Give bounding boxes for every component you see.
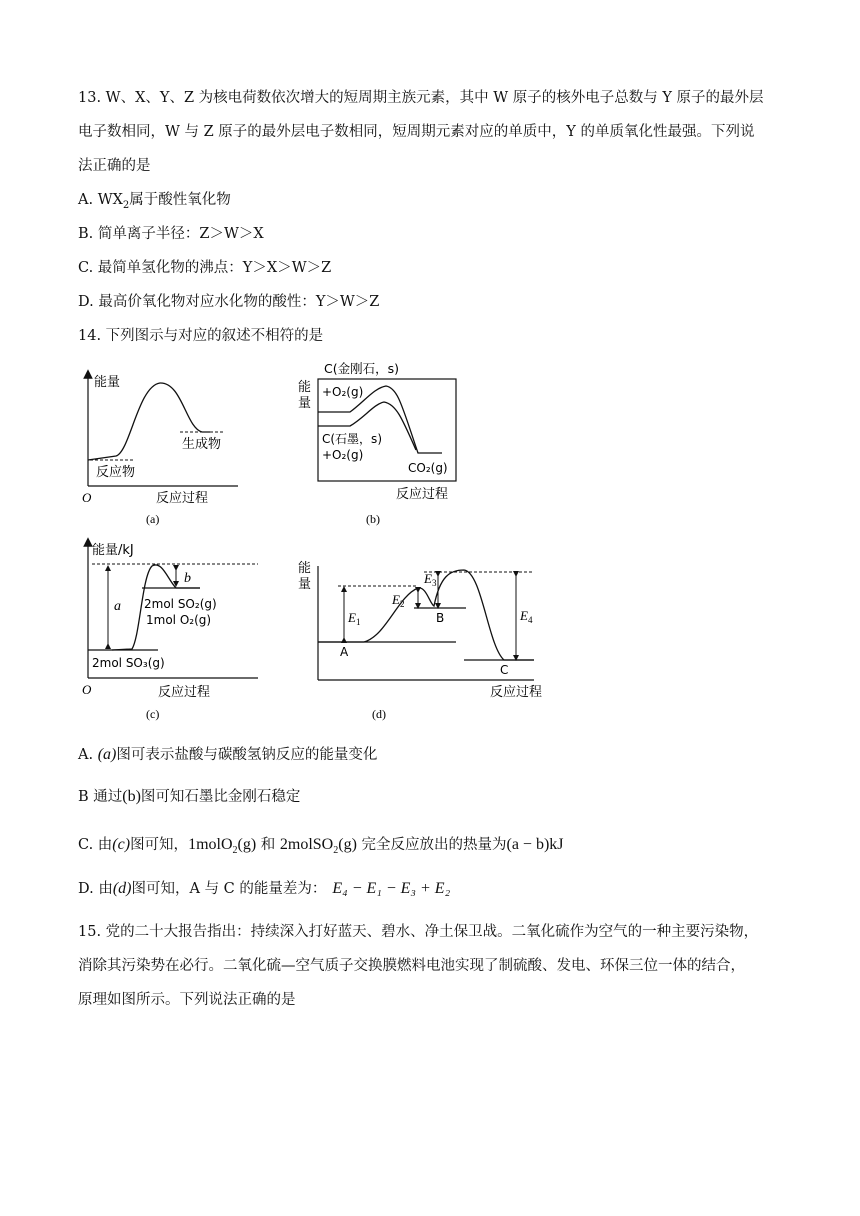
q13-option-a-pre: A. WX <box>78 192 123 208</box>
fig-c-label-a: a <box>114 599 121 614</box>
fig-b-xlabel: 反应过程 <box>396 487 449 502</box>
fig-d-e2: $E_2$ <box>392 592 405 609</box>
q14-option-b-text-2: 图可知石墨比金刚石稳定 <box>140 789 301 805</box>
fig-c-so2: 2mol SO₂(g) <box>144 597 217 611</box>
q13-option-c: C. 最简单氢化物的沸点：Y＞X＞W＞Z <box>78 260 332 276</box>
fig-a-caption: (a) <box>146 512 160 526</box>
q13-stem-line-1: 13. W、X、Y、Z 为核电荷数依次增大的短周期主族元素，其中 W 原子的核外电子总数与 Y 原子的最外层 <box>78 90 764 106</box>
fig-c-origin: O <box>82 682 92 697</box>
fig-c-ylabel: 能量/kJ <box>92 543 134 558</box>
q14-option-d <box>78 878 450 900</box>
q13-option-a-sub: 2 <box>122 199 130 211</box>
fig-b-ylabel-2: 量 <box>298 396 312 411</box>
fig-c-so3: 2mol SO₃(g) <box>92 656 165 670</box>
fig-d-ylabel-2: 量 <box>298 577 312 592</box>
q14-option-c-math-1: (c) <box>112 836 131 853</box>
q14-option-c-text-3: 完全反应放出的热量为 <box>356 837 507 853</box>
fig-a-ylabel: 能量 <box>94 375 121 390</box>
q14-option-c-text-2: 和 <box>256 837 280 853</box>
q14-option-c-math-2: 1molO$_2$(g) <box>188 836 257 857</box>
q15-stem-line-2: 消除其污染势在必行。二氧化硫—空气质子交换膜燃料电池实现了制硫酸、发电、环保三位一体的结合， <box>78 958 745 974</box>
q14-option-c <box>78 834 564 862</box>
q13-option-a <box>78 190 231 216</box>
q14-option-d-math-1: (d) <box>112 880 132 897</box>
q14-option-c-text-1: 图可知， <box>130 837 189 853</box>
q14-option-a-text: 图可表示盐酸与碳酸氢钠反应的能量变化 <box>116 747 378 763</box>
fig-b-co2: CO₂(g) <box>408 461 448 475</box>
fig-a-origin: O <box>82 490 92 505</box>
fig-b-graphite-2: +O₂(g) <box>322 448 364 462</box>
fig-b-caption: (b) <box>366 512 380 526</box>
q14-option-b-pre: B <box>78 789 89 805</box>
q14-option-d-math-2: E₄ − E₁ − E₃ + E₂ <box>332 880 451 897</box>
q14-option-c-pre: C. 由 <box>78 837 113 853</box>
fig-b-top-label: C(金刚石，s) <box>324 361 399 376</box>
fig-c-o2: 1mol O₂(g) <box>146 613 212 627</box>
q14-option-d-text: 图可知，A 与 C 的能量差为： <box>131 881 327 897</box>
q13-option-a-post: 属于酸性氧化物 <box>129 192 231 208</box>
q13-stem-line-2: 电子数相同，W 与 Z 原子的最外层电子数相同，短周期元素对应的单质中，Y 的单质氧化性最强。下列说 <box>78 124 755 140</box>
q14-option-b-text-1: 通过 <box>88 789 123 805</box>
fig-b-ylabel-1: 能 <box>298 380 312 395</box>
fig-b-o2-top: +O₂(g) <box>322 385 364 399</box>
q14-option-c-math-3: 2molSO$_2$(g) <box>279 836 357 857</box>
q13-stem-line-3: 法正确的是 <box>78 158 151 174</box>
fig-d-e1: $E_1$ <box>348 610 361 627</box>
fig-c-caption: (c) <box>146 707 160 721</box>
fig-d-ylabel-1: 能 <box>298 561 312 576</box>
fig-a-product-label: 生成物 <box>182 437 222 452</box>
q13-option-d: D. 最高价氧化物对应水化物的酸性：Y＞W＞Z <box>78 294 380 310</box>
q14-option-b <box>78 786 300 808</box>
fig-c-label-b: b <box>184 571 191 586</box>
fig-d-e4: $E_4$ <box>520 608 533 625</box>
fig-d-e3: $E_3$ <box>424 571 437 588</box>
q14-option-a-math: (a) <box>97 746 117 763</box>
fig-a-xlabel: 反应过程 <box>156 491 209 506</box>
fig-d-label-a: A <box>340 645 349 659</box>
figure-c <box>78 536 268 726</box>
q14-option-d-pre: D. 由 <box>78 881 113 897</box>
figure-a <box>78 368 248 528</box>
fig-d-label-c: C <box>500 663 509 677</box>
q14-option-c-math-4: (a − b)kJ <box>506 836 564 853</box>
q14-option-a <box>78 744 377 766</box>
fig-a-reactant-label: 反应物 <box>96 465 136 480</box>
q14-option-a-pre: A. <box>78 747 98 763</box>
q14-stem: 14. 下列图示与对应的叙述不相符的是 <box>78 328 324 344</box>
q15-stem-line-3: 原理如图所示。下列说法正确的是 <box>78 992 296 1008</box>
fig-d-label-b: B <box>436 611 445 625</box>
fig-d-caption: (d) <box>372 707 386 721</box>
fig-c-xlabel: 反应过程 <box>158 685 211 700</box>
q15-stem-line-1: 15. 党的二十大报告指出：持续深入打好蓝天、碧水、净土保卫战。二氧化硫作为空气的一种主要污染物， <box>78 924 759 940</box>
figure-b <box>294 358 474 528</box>
q13-option-b: B. 简单离子半径：Z＞W＞X <box>78 226 264 242</box>
figure-d <box>294 556 564 726</box>
fig-b-graphite-1: C(石墨，s) <box>322 432 382 446</box>
fig-d-xlabel: 反应过程 <box>490 685 543 700</box>
q14-option-b-math: (b) <box>122 788 141 805</box>
